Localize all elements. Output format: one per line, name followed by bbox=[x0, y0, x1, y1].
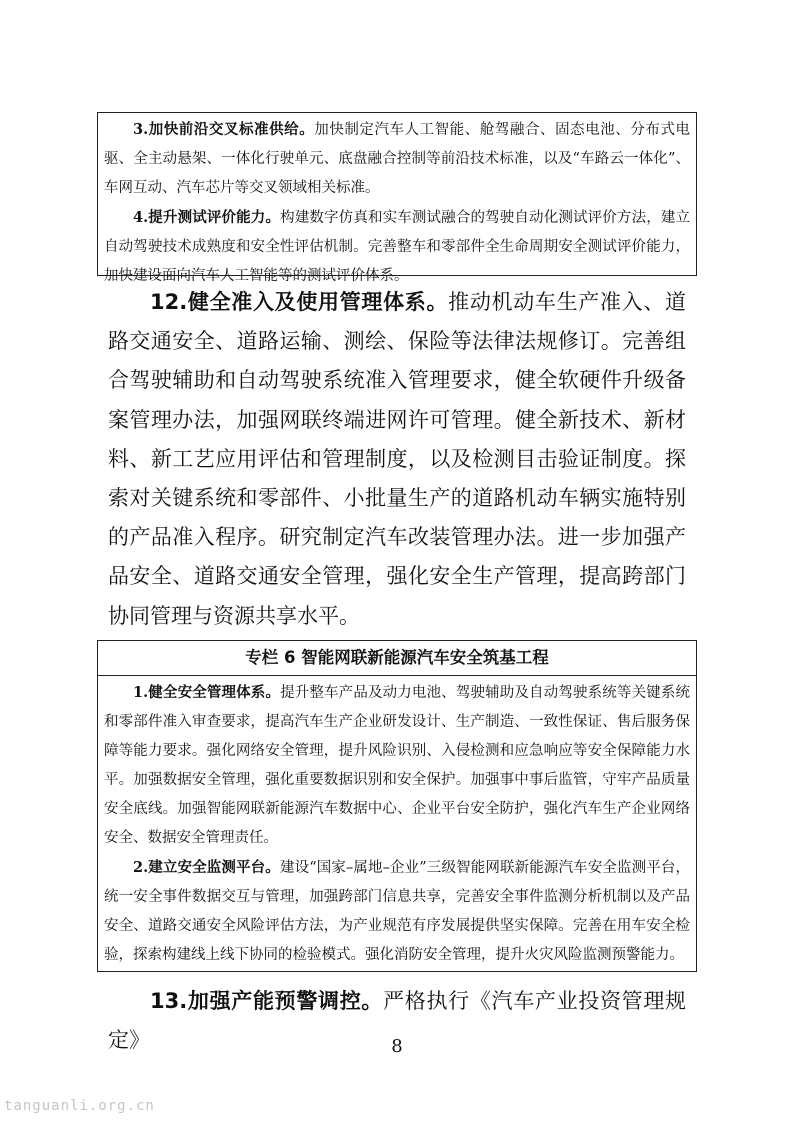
column-box-6 bbox=[97, 640, 697, 972]
item-2-text: 建设“国家–属地–企业”三级智能网联新能源汽车安全监测平台，统一安全事件数据交互与管理，加强跨部门信息共享，完善安全事件监测分析机制以及产品安全、道路交通安全风险评估方法，为产业规范有序发展提供坚实保障。完善在用车安全检验，探索构建线上线下协同的检验模式。强化消防安全管理，提升火灾风险监测预警能力。 bbox=[104, 860, 691, 963]
watermark: tanguanli.org.cn bbox=[4, 1098, 155, 1114]
item-3-text: 加快制定汽车人工智能、舱驾融合、固态电池、分布式电驱、全主动悬架、一体化行驶单元、底盘融合控制等前沿技术标准，以及“车路云一体化”、车网互动、汽车芯片等交叉领域相关标准。 bbox=[104, 122, 691, 196]
column-box-body bbox=[98, 676, 696, 972]
item-1-text: 提升整车产品及动力电池、驾驶辅助及自动驾驶系统等关键系统和零部件准入审查要求，提高汽车生产企业研发设计、生产制造、一致性保证、售后服务保障等能力要求。强化网络安全管理，提升风险识别、入侵检测和应急响应等安全保障能力水平。加强数据安全管理，强化重要数据识别和安全保护。加强事中事后监管，守牢产品质量安全底线。加强智能网联新能源汽车数据中心、企业平台安全防护，强化汽车生产企业网络安全、数据安全管理责任。 bbox=[104, 685, 691, 846]
item-4 bbox=[104, 203, 690, 291]
item-3 bbox=[104, 115, 690, 203]
paragraph-12-lead: 12.健全准入及使用管理体系。 bbox=[150, 290, 449, 314]
text-box-standards-testing bbox=[97, 112, 697, 284]
item-1-heading: 1.健全安全管理体系。 bbox=[133, 684, 281, 701]
item-2 bbox=[104, 853, 690, 970]
paragraph-13-lead: 13.加强产能预警调控。 bbox=[150, 989, 384, 1013]
paragraph-12-text: 推动机动车生产准入、道路交通安全、道路运输、测绘、保险等法律法规修订。完善组合驾驶辅助和自动驾驶系统准入管理要求，健全软硬件升级备案管理办法，加强网联终端进网许可管理。健全新技术、新材料、新工艺应用评估和管理制度，以及检测目击验证制度。探索对关键系统和零部件、小批量生产的道路机动车辆实施特别的产品准入程序。研究制定汽车改装管理办法。进一步加强产品安全、道路交通安全管理，强化安全生产管理，提高跨部门协同管理与资源共享水平。 bbox=[108, 290, 687, 628]
item-2-heading: 2.建立安全监测平台。 bbox=[133, 859, 280, 876]
item-4-heading: 4.提升测试评价能力。 bbox=[133, 209, 281, 226]
paragraph-13-text: 严格执行《汽车产业投资管理规定》 bbox=[108, 989, 687, 1053]
column-box-title: 专栏 6 智能网联新能源汽车安全筑基工程 bbox=[98, 641, 696, 676]
item-3-heading: 3.加快前沿交叉标准供给。 bbox=[133, 121, 315, 138]
item-1 bbox=[104, 678, 690, 853]
paragraph-12 bbox=[108, 283, 686, 636]
item-4-text: 构建数字仿真和实车测试融合的驾驶自动化测试评价方法，建立自动驾驶技术成熟度和安全性评估机制。完善整车和零部件全生命周期安全测试评价能力，加快建设面向汽车人工智能等的测试评价体系。 bbox=[104, 210, 691, 284]
page-number: 8 bbox=[391, 1036, 403, 1057]
